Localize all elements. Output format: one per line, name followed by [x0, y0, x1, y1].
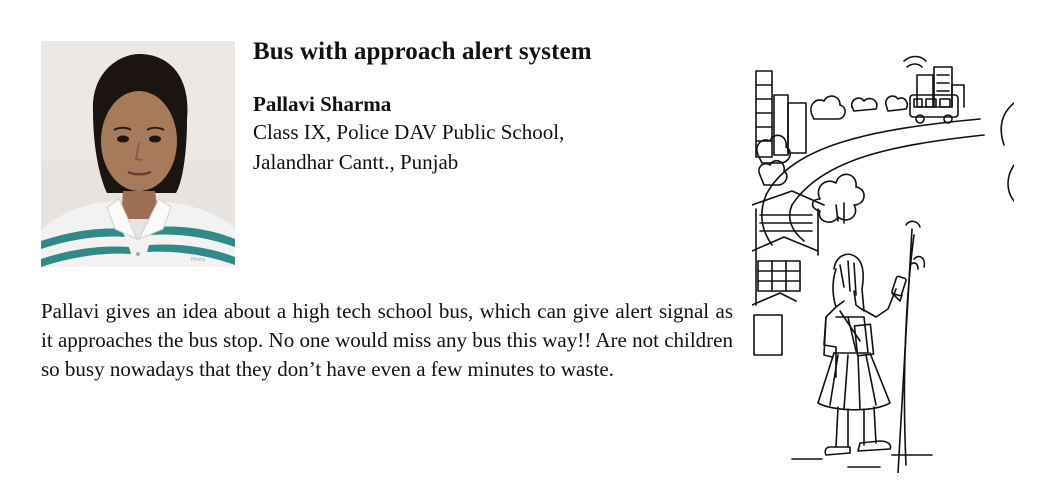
author-school: Class IX, Police DAV Public School, [253, 120, 565, 144]
student-portrait-icon [41, 41, 235, 267]
article-header [253, 36, 723, 177]
bus-stop-illustration [752, 55, 1014, 473]
article-description: Pallavi gives an idea about a high tech school bus, which can give alert signal as it approaches the bus stop. No one would miss any bus this way!! Are not children so busy nowadays that they don’t have even a few minutes to waste. [41, 299, 733, 381]
svg-text:Photo: Photo [191, 257, 206, 263]
article-title: Bus with approach alert system [253, 38, 592, 65]
bus-stop-girl-phone-sketch-icon [752, 55, 1014, 473]
author-name: Pallavi Sharma [253, 92, 392, 116]
author-location: Jalandhar Cantt., Punjab [253, 150, 459, 174]
student-photo [41, 41, 235, 267]
